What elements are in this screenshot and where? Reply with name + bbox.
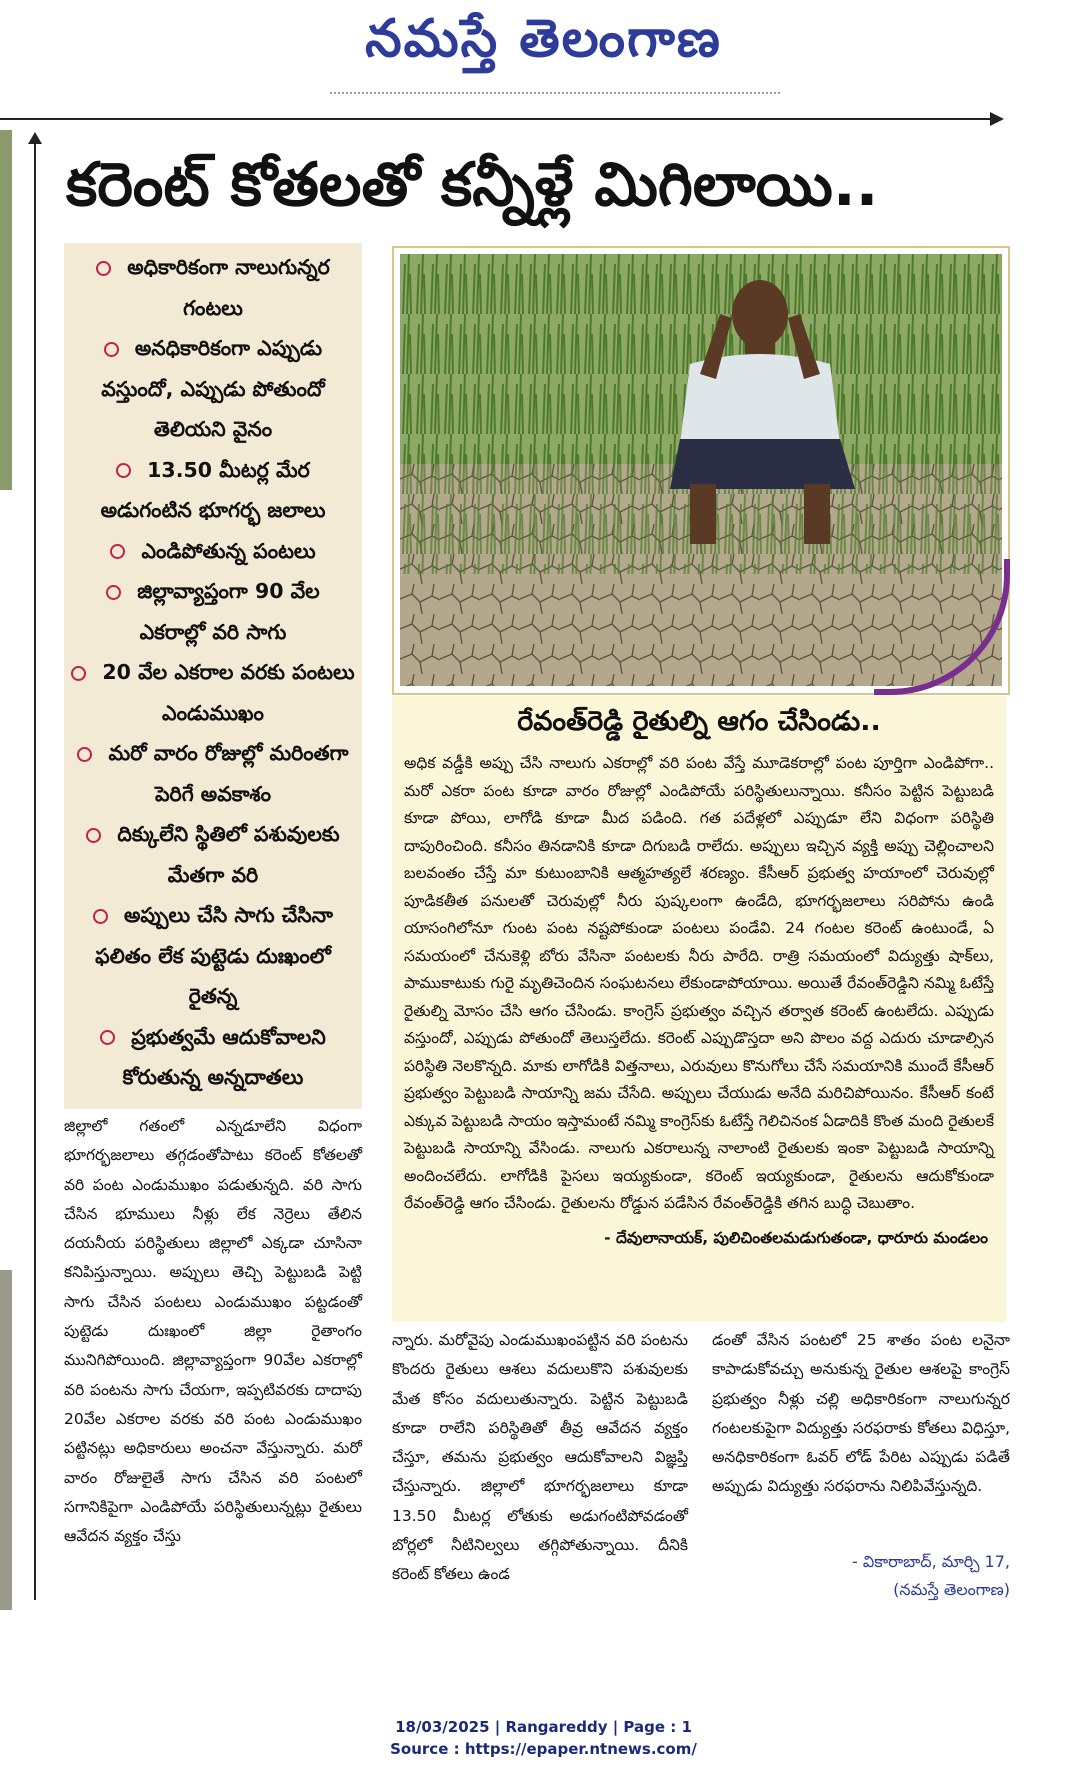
highlight-item: మరో వారం రోజుల్లో మరింతగా పెరిగే అవకాశం — [64, 733, 362, 814]
adjacent-photo — [0, 130, 12, 490]
highlights-box — [64, 243, 362, 1109]
highlight-item: అనధికారికంగా ఎప్పుడు వస్తుందో, ఎప్పుడు పోతుందో తెలియని వైనం — [101, 336, 325, 441]
bullet-icon — [100, 1030, 115, 1045]
bullet-icon — [96, 261, 111, 276]
highlight-item: అధికారికంగా నాలుగున్నర గంటలు — [64, 247, 362, 328]
footer-source-link[interactable]: Source : https://epaper.ntnews.com/ — [390, 1740, 697, 1758]
bullet-icon — [77, 747, 92, 762]
page-footer — [0, 1716, 1087, 1760]
article-column-2: న్నారు. మరోవైపు ఎండుముఖంపట్టిన వరి పంటను కొందరు రైతులు ఆశలు వదులుకొని పశువులకు మేత కోసం వదులుతున్నారు. పెట్టిన పెట్టుబడి కూడా రాలేని పరిస్థితితో తీవ్ర ఆవేదన వ్యక్తం చేస్తూ, తమను ప్రభుత్వం ఆదుకోవాలని విజ్ఞప్తి చేస్తున్నారు. జిల్లాలో భూగర్భజలాలు కూడా 13.50 మీటర్ల లోతుకు అడుగంటిపోవడంతో బోర్లలో నీటినిల్వలు తగ్గిపోతున్నాయి. దీనికి కరెంట్ కోతలు ఉండ — [392, 1331, 688, 1584]
bullet-icon — [93, 909, 108, 924]
left-rule-arrow — [34, 140, 36, 1600]
highlight-item: ప్రభుత్వమే ఆదుకోవాలని కోరుతున్న అన్నదాతలు — [64, 1017, 362, 1098]
bullet-icon — [110, 544, 125, 559]
adjacent-photo-2 — [0, 1270, 12, 1610]
bullet-icon — [104, 342, 119, 357]
quote-heading: రేవంత్‌రెడ్డి రైతుల్ని ఆగం చేసిండు.. — [517, 706, 881, 737]
article-column-3: డంతో వేసిన పంటలో 25 శాతం పంట లనైనా కాపాడుకోవచ్చు అనుకున్న రైతుల ఆశలపై కాంగ్రెస్ ప్రభుత్వం నీళ్లు చల్లి అధికారికంగా నాలుగున్నర గంటలకుపైగా విద్యుత్తు సరఫరాకు కోతలు విధిస్తూ, అనధికారికంగా ఓవర్ లోడ్ పేరిట ఎప్పుడు పడితే అప్పుడు విద్యుత్తు సరఫరాను నిలిపివేస్తున్నది. — [712, 1331, 1010, 1496]
highlight-item: 13.50 మీటర్ల మేర అడుగంటిన భూగర్భ జలాలు — [100, 457, 326, 522]
bullet-icon — [116, 463, 131, 478]
dateline — [690, 1548, 1010, 1604]
top-rule-arrow — [0, 118, 990, 120]
quote-text: అధిక వడ్డీకి అప్పు చేసి నాలుగు ఎకరాల్లో వరి పంట వేస్తే మూడెకరాల్లో పంట పూర్తిగా ఎండిపోగా.. మరో ఎకరా పంట కూడా వారం రోజుల్లో ఎండిపోయే పరిస్థితులున్నాయి. కనీసం పెట్టిన పెట్టుబడి కూడా పోయి, లాగోడి కూడా మీద పడింది. గత పదేళ్లలో ఎప్పుడూ లేని విధంగా పరిస్థితి దాపురించింది. కనీసం తినడానికి కూడా దిగుబడి రాలేదు. అప్పులు ఇచ్చిన వ్యక్తి అప్పు చెల్లించాలని బలవంతం చేస్తే మా కుటుంబానికి ఆత్మహత్యలే శరణ్యం. కేసీఆర్ ప్రభుత్వ హయాంలో చెరువుల్లో పూడికతీత పనులతో చెరువుల్లో నీరు పుష్కలంగా ఉండేది, భూగర్భజలాలు సరిపోను ఉండి యాసంగిలోనూ గుంట పంట నష్టపోకుండా పంటలు పండేవి. 24 గంటల కరెంట్ ఉంటుండే, ఏ సమయంలో చేనుకెళ్లి బోరు వేసినా పంటలకు నీరు పారేది. రాత్రి సమయంలో విద్యుత్తు షాక్‌లు, పాముకాటుకు గురై మృతిచెందిన సంఘటనలు లేకుండాపోయాయి. అయితే రేవంత్‌రెడ్డిని నమ్మి ఓటేస్తే రైతుల్ని మోసం చేసి ఆగం చేసిండు. కాంగ్రెస్ ప్రభుత్వం వచ్చిన తర్వాత కరెంట్ ఉంటలేదు. ఎప్పుడు వస్తుందో, ఎప్పుడు పోతుందో తెలుస్తలేదు. కరెంట్ ఎప్పుడొస్తదా అని పొలం వద్ద ఎదురు చూడాల్సిన పరిస్థితి నెలకొన్నది. మాకు లాగోడికి విత్తనాలు, ఎరువులు కొనుగోలు చేసే సమయానికి ముందే కేసీఆర్ ప్రభుత్వం పెట్టుబడి సాయాన్ని జమ చేసేది. అప్పులు చేయుడు అనేది మరిచిపోయినం. కేసీఆర్ కంటే ఎక్కువ పెట్టుబడి సాయం ఇస్తామంటే నమ్మి కాంగ్రెస్‌కు ఓటేస్తే గెలిచినంక ఏడాదికి కొంత మంది రైతులకే పెట్టుబడి సాయాన్ని వేసిండు. నాలుగు ఎకరాలున్న నాలాంటి రైతులకు ఇంకా పెట్టుబడి సాయాన్ని అందించలేదు. లాగోడికి పైసలు ఇయ్యకుండా, కరెంట్ ఇయ్యకుండా, రైతులను ఆదుకోకుండా రేవంత్‌రెడ్డి ఆగం చేసిండు. రైతులను రోడ్డున పడేసిన రేవంత్‌రెడ్డికి తగిన బుద్ధి చెబుతాం. — [404, 754, 994, 1212]
quote-signature: - దేవులానాయక్, పులిచింతలమడుగుతండా, ధారూరు మండలం — [604, 1228, 988, 1247]
bullet-icon — [86, 828, 101, 843]
faint-strapline — [330, 92, 780, 104]
farmer-quote-box — [392, 696, 1006, 1322]
dateline-place: - వికారాబాద్, మార్చి 17, — [852, 1552, 1010, 1571]
farmer-photo-frame — [392, 246, 1010, 695]
adjacent-article-strip — [0, 130, 12, 1620]
highlight-item: ఎండిపోతున్న పంటలు — [64, 531, 362, 572]
dateline-source: (నమస్తే తెలంగాణ) — [893, 1580, 1010, 1599]
highlight-item: 20 వేల ఎకరాల వరకు పంటలు ఎండుముఖం — [64, 652, 362, 733]
footer-date-edition: 18/03/2025 | Rangareddy | Page : 1 — [395, 1718, 692, 1736]
highlight-item: అప్పులు చేసి సాగు చేసినా ఫలితం లేక పుట్టెడు దుఃఖంలో రైతన్న — [64, 895, 362, 1017]
headline: కరెంట్ కోతలతో కన్నీళ్లే మిగిలాయి.. — [66, 150, 879, 220]
bullet-icon — [106, 585, 121, 600]
masthead-logo: నమస్తే తెలంగాణ — [365, 8, 722, 69]
highlight-item: జిల్లావ్యాప్తంగా 90 వేల ఎకరాల్లో వరి సాగు — [64, 571, 362, 652]
highlight-item: దిక్కులేని స్థితిలో పశువులకు మేతగా వరి — [64, 814, 362, 895]
article-column-1: జిల్లాలో గతంలో ఎన్నడూలేని విధంగా భూగర్భజలాలు తగ్గడంతోపాటు కరెంట్ కోతలతో వరి పంట ఎండుముఖం పడుతున్నది. వరి సాగు చేసిన భూములు నీళ్లు లేక నెర్రెలు తేలిన దయనీయ పరిస్థితులు జిల్లాలో ఎక్కడా చూసినా కనిపిస్తున్నాయి. అప్పులు తెచ్చి పెట్టుబడి పెట్టి సాగు చేసిన పంటలు ఎండుముఖం పట్టడంతో పుట్టెడు దుఃఖంలో జిల్లా రైతాంగం మునిగిపోయింది. జిల్లావ్యాప్తంగా 90వేల ఎకరాల్లో వరి పంటను సాగు చేయగా, ఇప్పటివరకు దాదాపు 20వేల ఎకరాల వరకు వరి పంట ఎండుముఖం పట్టినట్లు అధికారులు అంచనా వేస్తున్నారు. మరో వారం రోజులైతే సాగు చేసిన వరి పంటలో సగానికిపైగా ఎండిపోయే పరిస్థితులున్నట్లు రైతులు ఆవేదన వ్యక్తం చేస్తు — [64, 1117, 362, 1546]
bullet-icon — [71, 666, 86, 681]
